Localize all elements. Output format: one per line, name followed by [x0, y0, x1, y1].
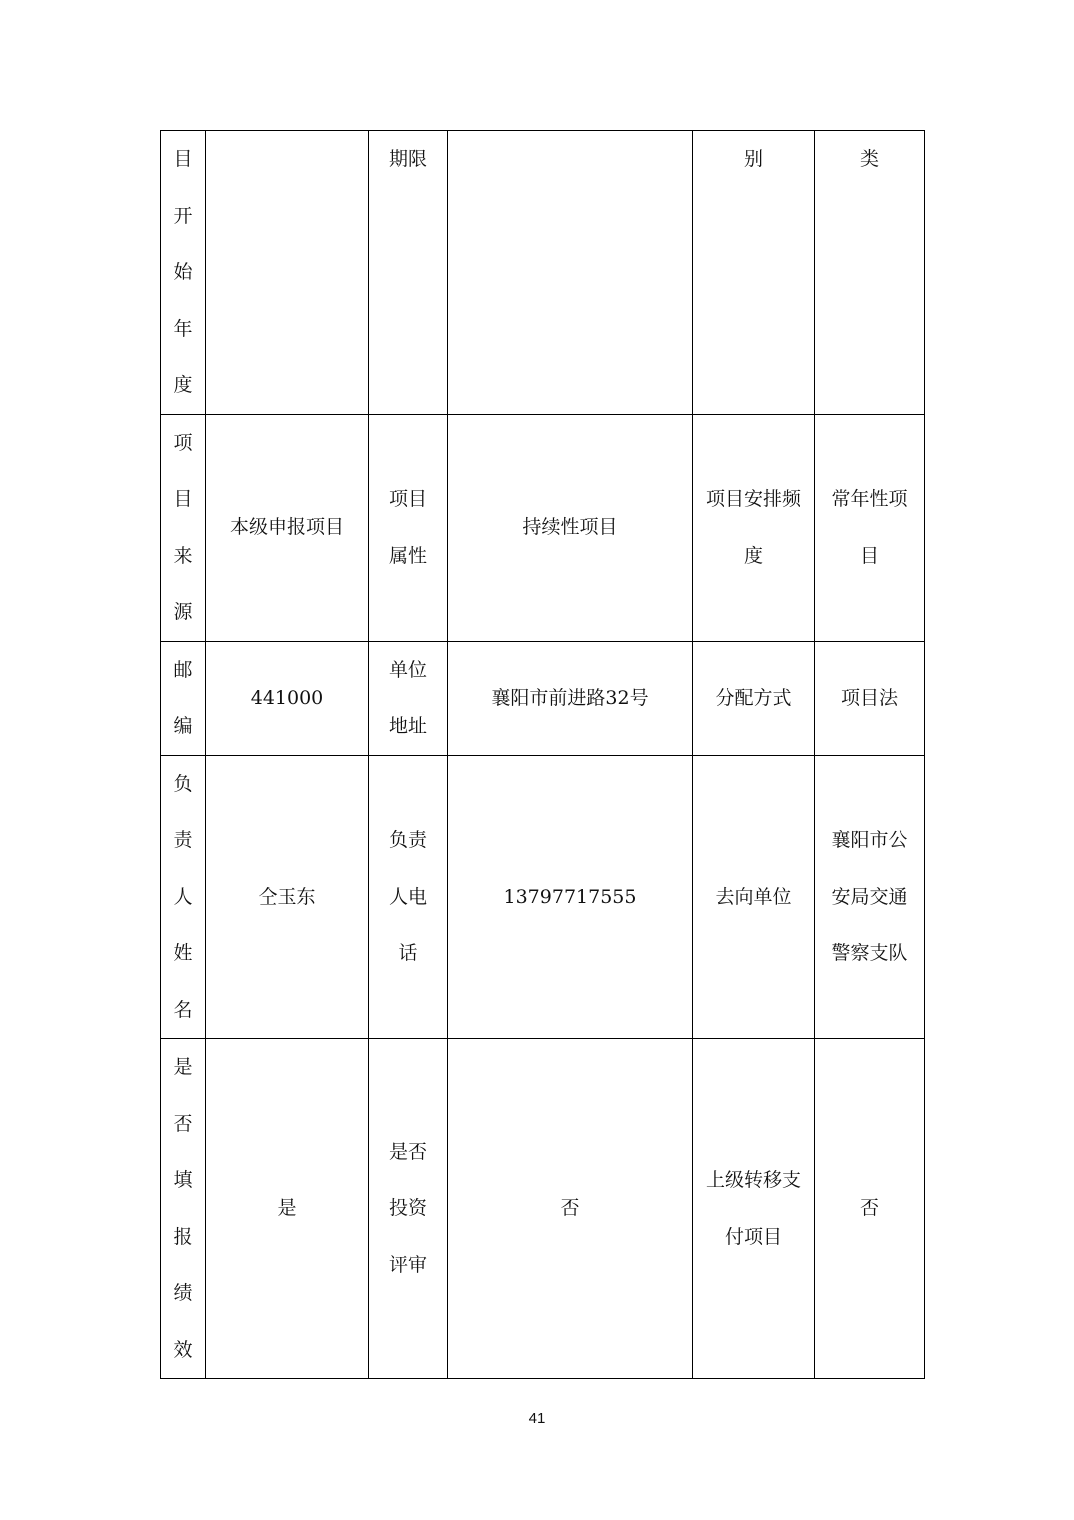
- value-fill-performance: 是: [206, 1039, 369, 1379]
- value-project-attribute: 持续性项目: [448, 414, 693, 641]
- label-allocation-method: 分配方式: [693, 641, 815, 755]
- label-arrangement-frequency: 项目安排频 度: [693, 414, 815, 641]
- value-allocation-method: 项目法: [815, 641, 925, 755]
- value-unit-address: 襄阳市前进路32号: [448, 641, 693, 755]
- value-project-source: 本级申报项目: [206, 414, 369, 641]
- table-row: [161, 641, 925, 755]
- value-investment-review: 否: [448, 1039, 693, 1379]
- value-responsible-name: 仝玉东: [206, 755, 369, 1039]
- value-destination-unit: 襄阳市公 安局交通 警察支队: [815, 755, 925, 1039]
- label-investment-review: 是否 投资 评审: [369, 1039, 448, 1379]
- table-row: [161, 131, 925, 415]
- label-category-tail: 别: [693, 131, 815, 415]
- label-start-year: 目 开 始 年 度: [161, 131, 206, 415]
- label-unit-address: 单位 地址: [369, 641, 448, 755]
- value-transfer-payment: 否: [815, 1039, 925, 1379]
- value-term: [448, 131, 693, 415]
- table-row: [161, 1039, 925, 1379]
- table-row: [161, 755, 925, 1039]
- project-info-table: [160, 130, 925, 1379]
- value-postcode: 441000: [206, 641, 369, 755]
- label-responsible-phone: 负责 人电 话: [369, 755, 448, 1039]
- value-responsible-phone: 13797717555: [448, 755, 693, 1039]
- label-project-attribute: 项目 属性: [369, 414, 448, 641]
- page-number: 41: [528, 1410, 546, 1427]
- table-row: [161, 414, 925, 641]
- label-project-source: 项 目 来 源: [161, 414, 206, 641]
- label-responsible-name: 负 责 人 姓 名: [161, 755, 206, 1039]
- value-start-year: [206, 131, 369, 415]
- value-arrangement-frequency: 常年性项 目: [815, 414, 925, 641]
- label-type-tail: 类: [815, 131, 925, 415]
- label-transfer-payment: 上级转移支 付项目: [693, 1039, 815, 1379]
- label-postcode: 邮 编: [161, 641, 206, 755]
- label-destination-unit: 去向单位: [693, 755, 815, 1039]
- label-fill-performance: 是 否 填 报 绩 效: [161, 1039, 206, 1379]
- label-term: 期限: [369, 131, 448, 415]
